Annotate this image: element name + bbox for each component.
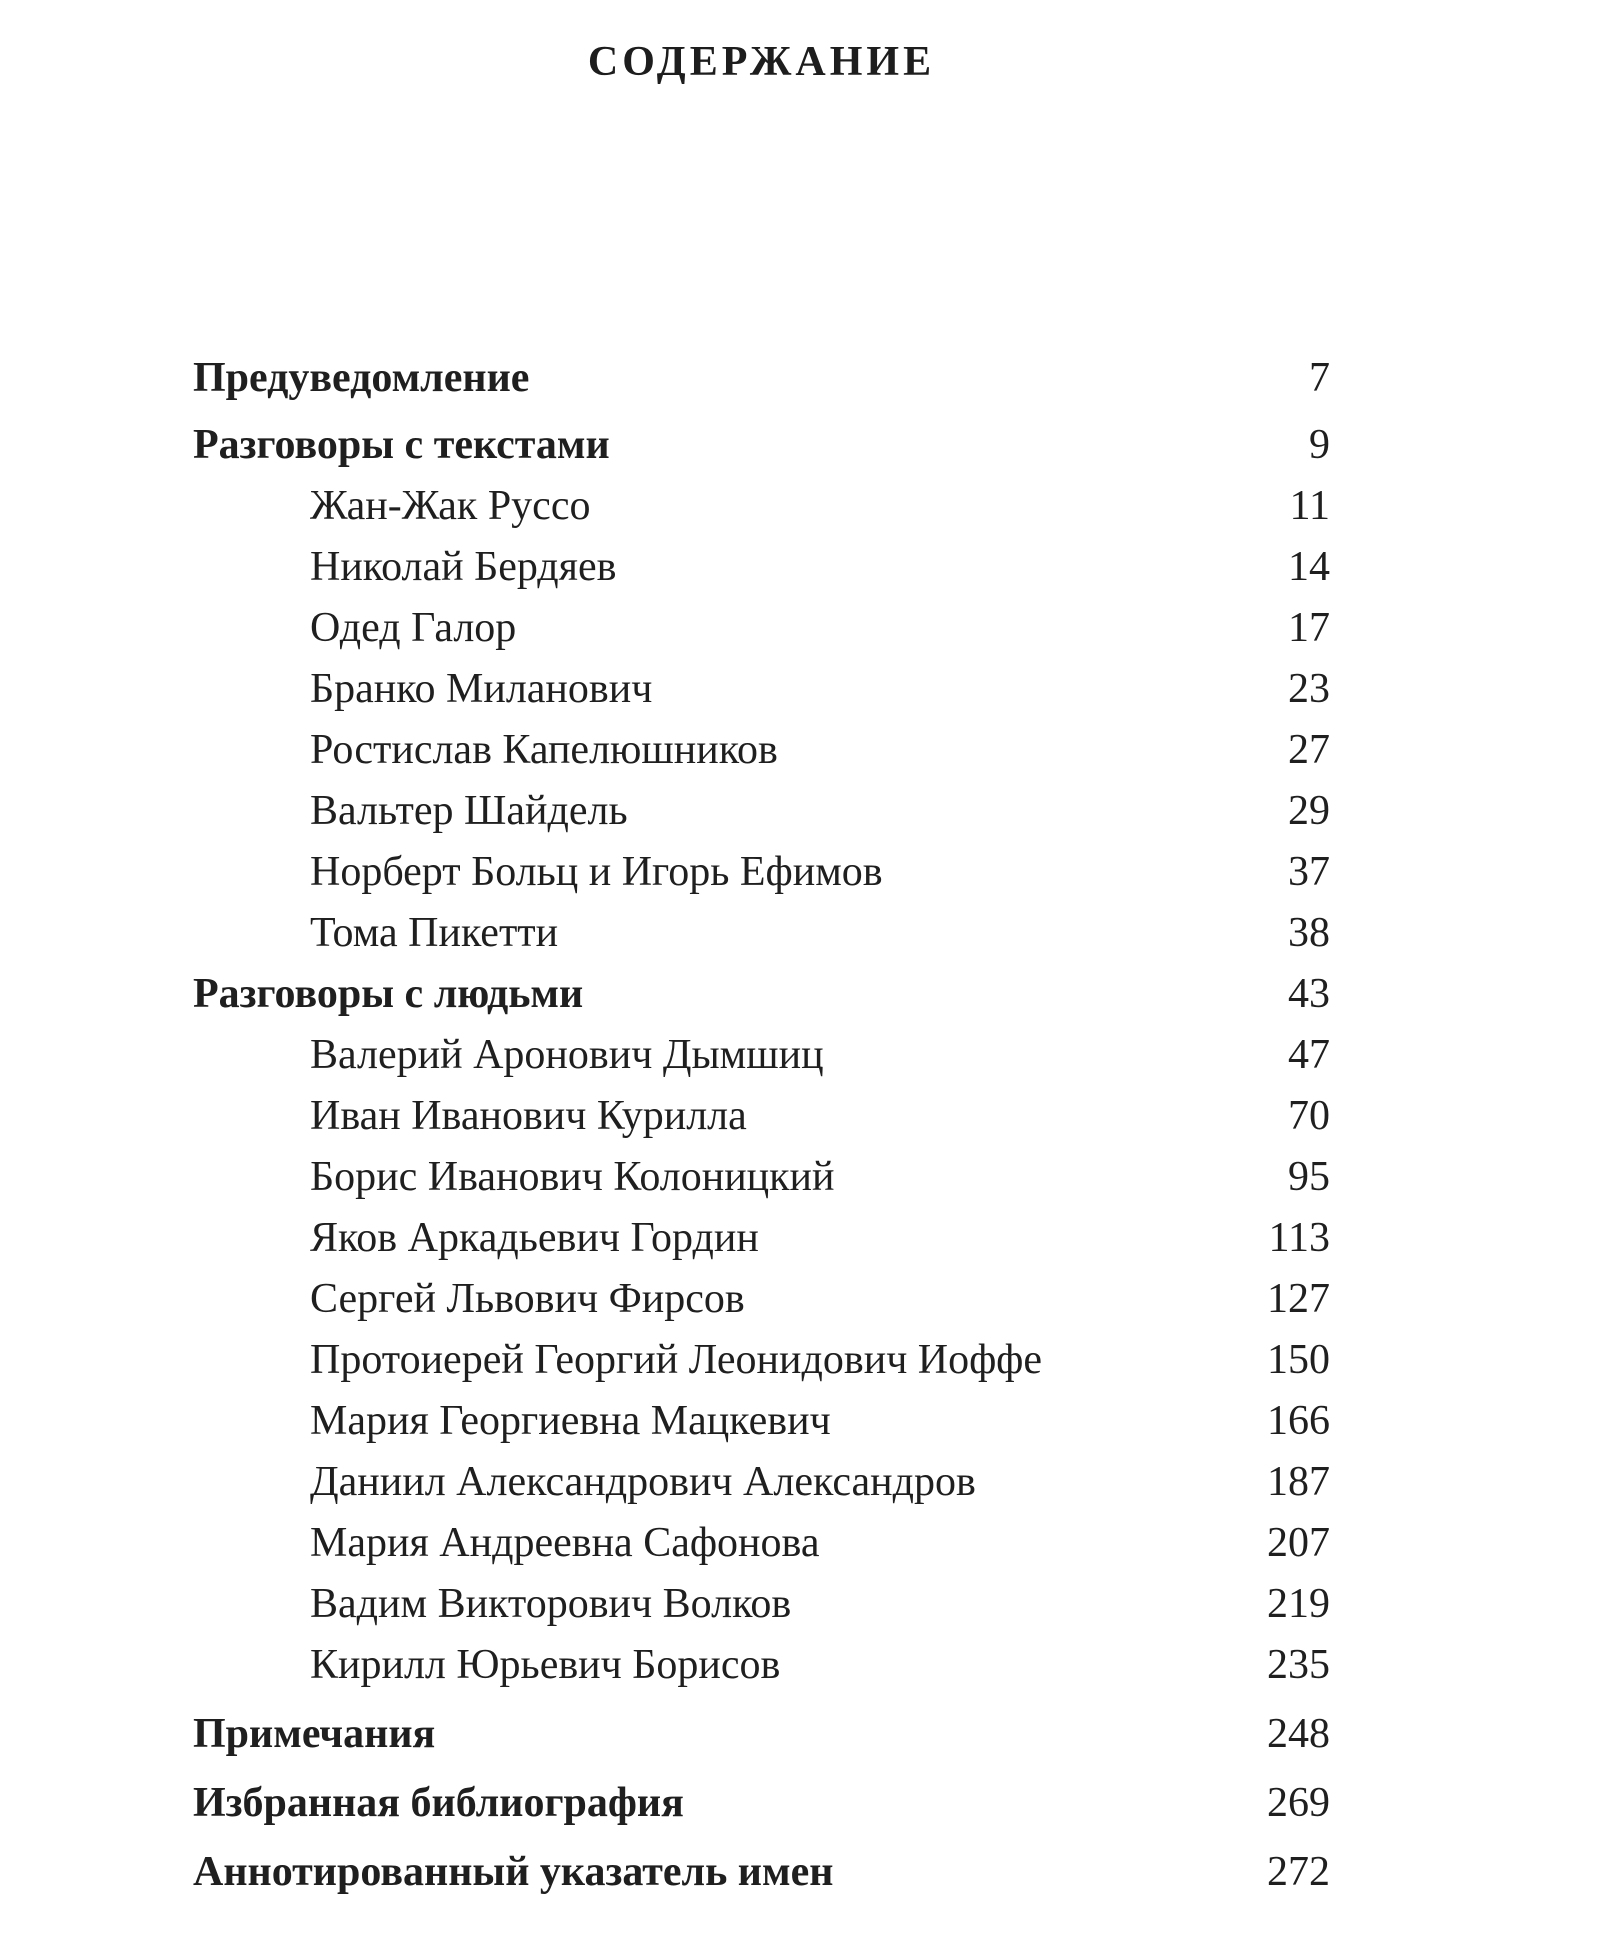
- toc-entry-label: Даниил Александрович Александров: [310, 1459, 976, 1505]
- toc-entry: [193, 1208, 1330, 1269]
- toc-entry-label: Мария Андреевна Сафонова: [310, 1520, 820, 1566]
- toc-entry: [193, 903, 1330, 964]
- toc-entry-label: Жан-Жак Руссо: [310, 483, 591, 529]
- toc-entry-label: Вальтер Шайдель: [310, 788, 628, 834]
- toc-entry-label: Николай Бердяев: [310, 544, 617, 590]
- toc-entry-label: Сергей Львович Фирсов: [310, 1276, 745, 1322]
- toc-entry-page-number: 27: [1288, 727, 1330, 773]
- toc-entry-label: Вадим Викторович Волков: [310, 1581, 792, 1627]
- toc-entry: [193, 1635, 1330, 1696]
- toc-entry-label: Иван Иванович Курилла: [310, 1093, 747, 1139]
- toc-entry-page-number: 43: [1288, 971, 1330, 1017]
- toc-entry-page-number: 187: [1267, 1459, 1330, 1505]
- toc-entry: [193, 1269, 1330, 1330]
- toc-entry: [193, 842, 1330, 903]
- toc-entry-label: Разговоры с людьми: [193, 971, 584, 1017]
- toc-entry-page-number: 235: [1267, 1642, 1330, 1688]
- toc-entry: [193, 1147, 1330, 1208]
- toc-entry-label: Норберт Больц и Игорь Ефимов: [310, 849, 883, 895]
- toc-entry: [193, 1704, 1330, 1765]
- toc-entry: [193, 476, 1330, 537]
- toc-entry-page-number: 150: [1267, 1337, 1330, 1383]
- toc-entry: [193, 348, 1330, 409]
- toc-entry-page-number: 207: [1267, 1520, 1330, 1566]
- toc-entry-label: Протоиерей Георгий Леонидович Иоффе: [310, 1337, 1042, 1383]
- toc-entry: [193, 1574, 1330, 1635]
- toc-entry-page-number: 269: [1267, 1780, 1330, 1826]
- toc-entry: [193, 1842, 1330, 1903]
- toc-entry: [193, 659, 1330, 720]
- toc-entry: [193, 1773, 1330, 1834]
- toc-entry-page-number: 11: [1289, 483, 1330, 529]
- toc-entry: [193, 598, 1330, 659]
- toc-entry-label: Яков Аркадьевич Гордин: [310, 1215, 759, 1261]
- toc-entry-page-number: 272: [1267, 1849, 1330, 1895]
- toc-entry-page-number: 47: [1288, 1032, 1330, 1078]
- toc-entry: [193, 964, 1330, 1025]
- toc-entry: [193, 537, 1330, 598]
- toc-entry-page-number: 219: [1267, 1581, 1330, 1627]
- toc-list: [193, 348, 1330, 1903]
- toc-entry-label: Бранко Миланович: [310, 666, 653, 712]
- toc-entry-label: Валерий Аронович Дымшиц: [310, 1032, 824, 1078]
- toc-entry: [193, 1452, 1330, 1513]
- toc-entry: [193, 720, 1330, 781]
- toc-entry: [193, 1391, 1330, 1452]
- toc-entry-label: Ростислав Капелюшников: [310, 727, 778, 773]
- toc-entry-page-number: 29: [1288, 788, 1330, 834]
- toc-entry-label: Аннотированный указатель имен: [193, 1849, 834, 1895]
- toc-entry-page-number: 23: [1288, 666, 1330, 712]
- toc-entry-page-number: 7: [1309, 355, 1330, 401]
- toc-entry-label: Кирилл Юрьевич Борисов: [310, 1642, 781, 1688]
- toc-entry-page-number: 95: [1288, 1154, 1330, 1200]
- toc-entry-label: Предуведомление: [193, 355, 530, 401]
- toc-entry-page-number: 9: [1309, 422, 1330, 468]
- toc-entry-label: Борис Иванович Колоницкий: [310, 1154, 835, 1200]
- toc-entry-page-number: 38: [1288, 910, 1330, 956]
- toc-entry-label: Разговоры с текстами: [193, 422, 610, 468]
- toc-entry: [193, 1330, 1330, 1391]
- toc-entry: [193, 1086, 1330, 1147]
- toc-entry-label: Примечания: [193, 1711, 436, 1757]
- toc-entry-page-number: 70: [1288, 1093, 1330, 1139]
- toc-entry-page-number: 166: [1267, 1398, 1330, 1444]
- toc-entry: [193, 1513, 1330, 1574]
- toc-entry-label: Избранная библиография: [193, 1780, 684, 1826]
- toc-entry-page-number: 17: [1288, 605, 1330, 651]
- toc-entry: [193, 781, 1330, 842]
- toc-entry-page-number: 248: [1267, 1711, 1330, 1757]
- toc-entry-label: Одед Галор: [310, 605, 517, 651]
- toc-entry: [193, 1025, 1330, 1086]
- toc-entry-label: Мария Георгиевна Мацкевич: [310, 1398, 831, 1444]
- toc-entry-page-number: 127: [1267, 1276, 1330, 1322]
- toc-entry: [193, 415, 1330, 476]
- toc-entry-page-number: 14: [1288, 544, 1330, 590]
- toc-entry-page-number: 37: [1288, 849, 1330, 895]
- page-title: СОДЕРЖАНИЕ: [587, 39, 936, 85]
- toc-entry-page-number: 113: [1268, 1215, 1330, 1261]
- toc-entry-label: Тома Пикетти: [310, 910, 559, 956]
